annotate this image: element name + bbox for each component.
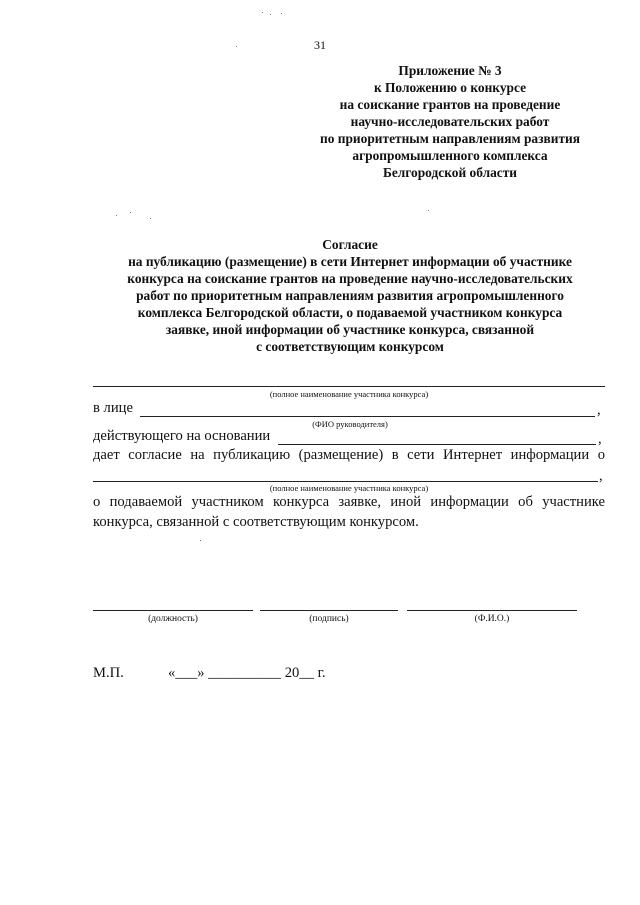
scan-speck [130,212,131,213]
appendix-line: агропромышленного комплекса [352,148,548,163]
body-line: о подаваемой участником конкурса заявке, иной информации об участнике [93,494,605,510]
appendix-line: Приложение № 3 [398,63,502,78]
consent-subtitle-line: заявке, иной информации об участнике конкурса, связанной [165,322,535,337]
consent-subtitle-line: конкурса на соискание грантов на проведение научно-исследовательских [127,271,573,286]
fio-caption: (Ф.И.О.) [474,614,510,624]
acting-basis-label: действующего на основании [93,428,271,444]
scan-speck [116,215,117,216]
appendix-line: по приоритетным направлениям развития [320,131,580,146]
fio-field[interactable] [407,610,577,611]
participant-name-caption-2: (полное наименование участника конкурса) [269,483,429,493]
consent-statement: дает согласие на публикацию (размещение) в сети Интернет информации о [93,447,605,463]
appendix-header [290,62,610,181]
consent-subtitle-line: с соответствующим конкурсом [256,339,444,354]
scan-speck [150,218,151,219]
scan-speck [270,14,271,15]
consent-heading [70,236,630,355]
stamp-place: М.П. [93,665,124,681]
scan-speck [428,210,429,211]
scan-speck [200,540,201,541]
participant-name-field[interactable] [93,386,605,387]
consent-subtitle-line: работ по приоритетным направлениям развития агропромышленного [136,288,564,303]
consent-subtitle-line: комплекса Белгородской области, о подаваемой участником конкурса [137,305,563,320]
participant-name-field-2[interactable] [93,481,598,482]
comma: , [598,431,602,447]
position-caption: (должность) [148,614,198,624]
appendix-line: Белгородской области [382,165,518,180]
scan-speck [281,13,282,14]
body-line: конкурса, связанной с соответствующим конкурсом. [93,514,419,530]
in-person-label: в лице [93,400,133,416]
position-field[interactable] [93,610,253,611]
head-name-field[interactable] [140,416,595,417]
consent-subtitle-line: на публикацию (размещение) в сети Интернет информации об участнике [128,254,572,269]
signature-field[interactable] [260,610,398,611]
basis-document-field[interactable] [278,444,596,445]
signature-caption: (подпись) [309,614,349,624]
appendix-line: научно-исследовательских работ [350,114,550,129]
scan-speck [262,12,263,13]
comma: , [599,468,603,484]
consent-title: Согласие [322,237,378,252]
appendix-line: на соискание грантов на проведение [339,97,561,112]
date-field[interactable]: «___» __________ 20__ г. [168,665,326,681]
participant-name-caption: (полное наименование участника конкурса) [269,389,429,399]
appendix-line: к Положению о конкурсе [373,80,527,95]
head-name-caption: (ФИО руководителя) [312,419,388,429]
comma: , [597,402,601,418]
page-number: 31 [314,38,326,52]
